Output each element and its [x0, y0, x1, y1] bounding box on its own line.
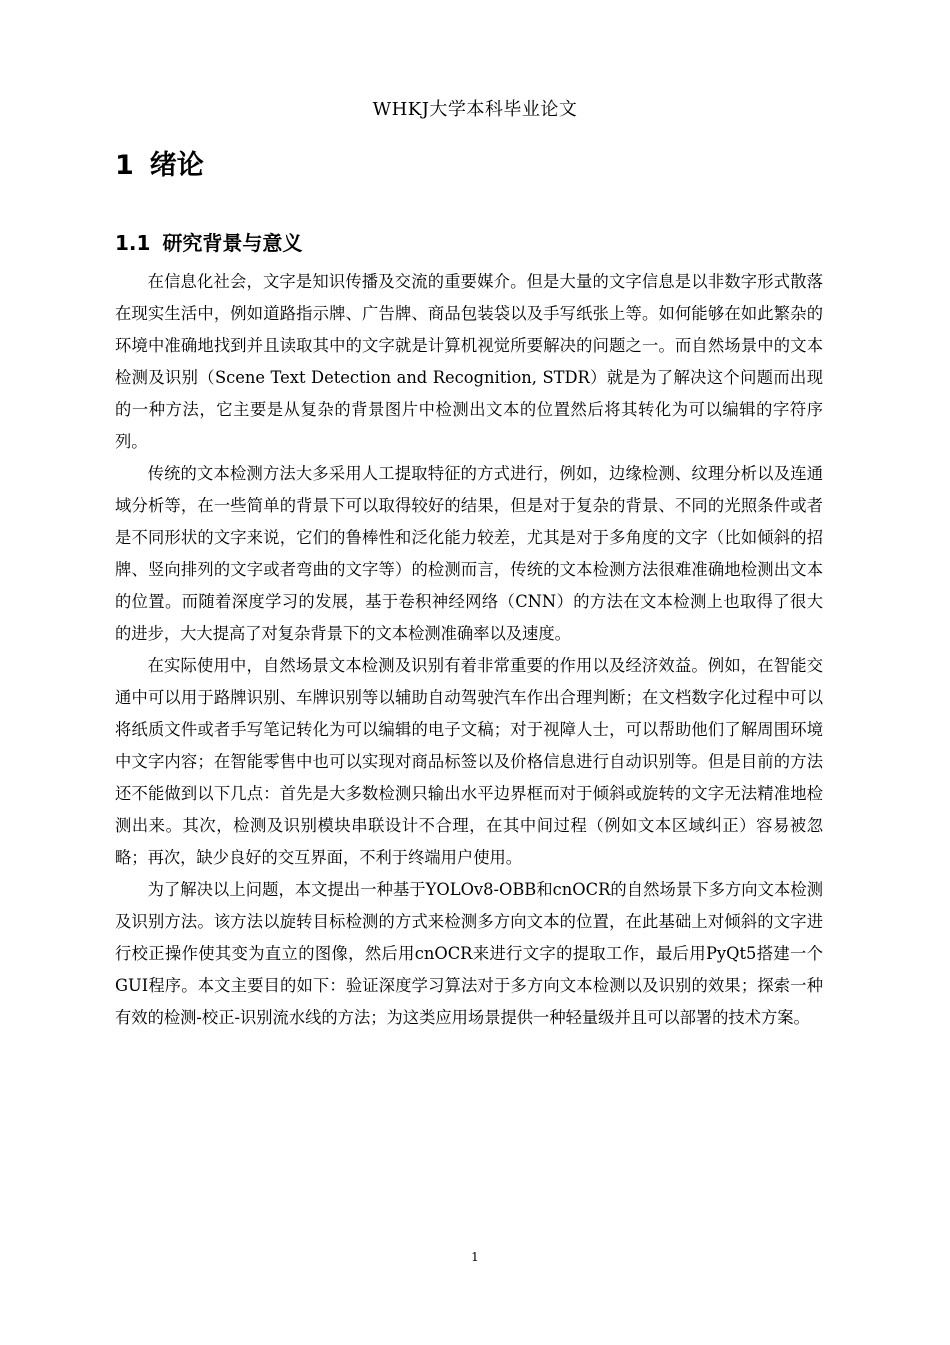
- chapter-title: 绪论: [149, 150, 204, 181]
- paragraph: 为了解决以上问题，本文提出一种基于YOLOv8-OBB和cnOCR的自然场景下多方向文本检测及识别方法。该方法以旋转目标检测的方式来检测多方向文本的位置，在此基础上对倾斜的文字进行校正操作使其变为直立的图像，然后用cnOCR来进行文字的提取工作，最后用PyQt5搭建一个GUI程序。本文主要目的如下：验证深度学习算法对于多方向文本检测以及识别的效果；探索一种有效的检测-校正-识别流水线的方法；为这类应用场景提供一种轻量级并且可以部署的技术方案。: [115, 880, 823, 1027]
- paragraph: 传统的文本检测方法大多采用人工提取特征的方式进行，例如，边缘检测、纹理分析以及连通域分析等，在一些简单的背景下可以取得较好的结果，但是对于复杂的背景、不同的光照条件或者是不同形状的文字来说，它们的鲁棒性和泛化能力较差，尤其是对于多角度的文字（比如倾斜的招牌、竖向排列的文字或者弯曲的文字等）的检测而言，传统的文本检测方法很难准确地检测出文本的位置。而随着深度学习的发展，基于卷积神经网络（CNN）的方法在文本检测上也取得了很大的进步，大大提高了对复杂背景下的文本检测准确率以及速度。: [115, 464, 823, 643]
- paragraph: 在信息化社会，文字是知识传播及交流的重要媒介。但是大量的文字信息是以非数字形式散落在现实生活中，例如道路指示牌、广告牌、商品包装袋以及手写纸张上等。如何能够在如此繁杂的环境中准确地找到并且读取其中的文字就是计算机视觉所要解决的问题之一。而自然场景中的文本检测及识别（Scene Text Detection and Recognition, STDR）就是为了解决这个问题而出现的一种方法，它主要是从复杂的背景图片中检测出文本的位置然后将其转化为可以编辑的字符序列。: [115, 272, 823, 451]
- page-number: 1: [471, 1250, 479, 1264]
- paragraph: 在实际使用中，自然场景文本检测及识别有着非常重要的作用以及经济效益。例如，在智能交通中可以用于路牌识别、车牌识别等以辅助自动驾驶汽车作出合理判断；在文档数字化过程中可以将纸质文件或者手写笔记转化为可以编辑的电子文稿；对于视障人士，可以帮助他们了解周围环境中文字内容；在智能零售中也可以实现对商品标签以及价格信息进行自动识别等。但是目前的方法还不能做到以下几点：首先是大多数检测只输出水平边界框而对于倾斜或旋转的文字无法精准地检测出来。其次，检测及识别模块串联设计不合理，在其中间过程（例如文本区域纠正）容易被忽略；再次，缺少良好的交互界面，不利于终端用户使用。: [115, 656, 823, 867]
- running-header: WHKJ大学本科毕业论文: [372, 99, 578, 120]
- chapter-number: 1: [115, 150, 134, 181]
- section-number: 1.1: [115, 231, 151, 255]
- body-text: [115, 266, 823, 1034]
- section-title: 研究背景与意义: [162, 231, 303, 255]
- section-heading: [115, 227, 302, 256]
- chapter-heading: [115, 143, 204, 182]
